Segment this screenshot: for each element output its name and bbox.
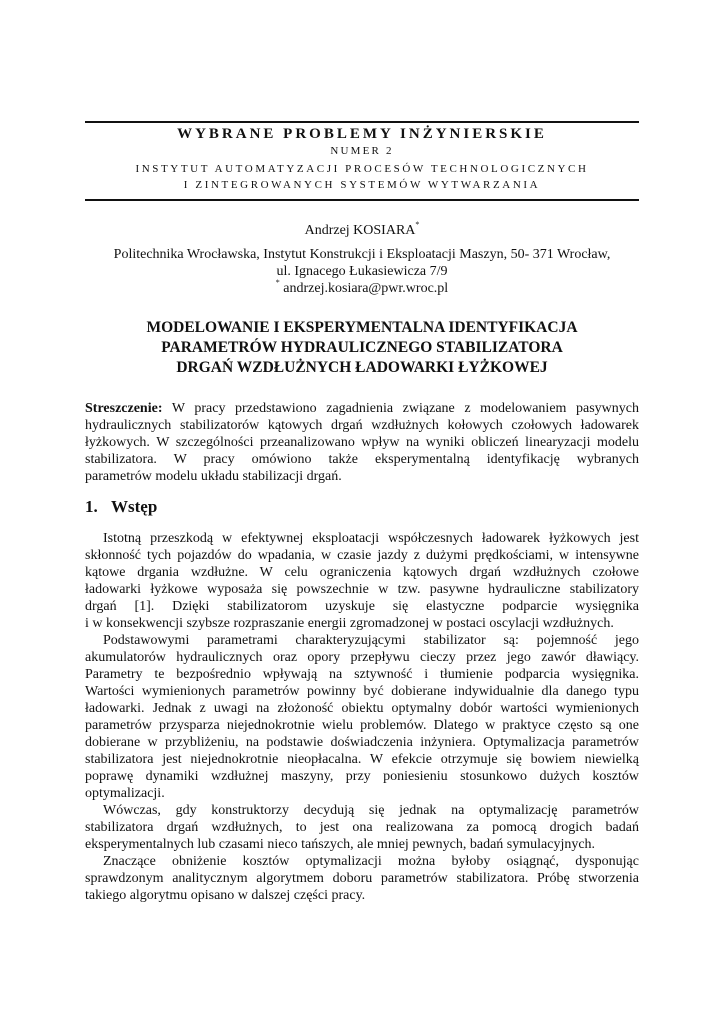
abstract-line: hydraulicznych stabilizatorów kątowych drgań wzdłużnych kołowych czołowych ładowarek	[85, 418, 639, 433]
body-line: i w konsekwencji szybsze rozpraszanie energii zgromadzonej w postaci oscylacji wzdłużnych.	[85, 616, 614, 631]
body-line: Wartości wymienionych parametrów powinny być dobierane indywidualnie dla danego typu	[85, 684, 639, 699]
body-line: takiego algorytmu opisano w dalszej części pracy.	[85, 888, 366, 903]
body-line: ładowarki łyżkowe wyposaża się powszechnie w tzw. pasywne hydrauliczne stabilizatory	[85, 582, 639, 597]
institute-line-2: I ZINTEGROWANYCH SYSTEMÓW WYTWARZANIA	[183, 179, 541, 191]
body-line: Podstawowymi parametrami charakteryzującymi stabilizator są: pojemność jego	[103, 633, 639, 648]
affiliation-line-2: ul. Ignacego Łukasiewicza 7/9	[276, 264, 448, 279]
paper-title-line-2: PARAMETRÓW HYDRAULICZNEGO STABILIZATORA	[161, 339, 563, 356]
author-name-text: Andrzej KOSIARA	[304, 223, 416, 238]
body-line: Parametry te bezpośrednio wpływają na sztywność i tłumienie podparcia wysięgnika.	[85, 667, 639, 682]
body-line: Wówczas, gdy konstruktorzy decydują się jednak na optymalizację parametrów	[103, 803, 639, 818]
abstract-line-1	[85, 401, 639, 417]
body-line: Znaczące obniżenie kosztów optymalizacji można byłoby osiągnąć, dysponując	[103, 854, 639, 869]
abstract-line: stabilizatora. W pracy omówiono także eksperymentalną identyfikację wybranych	[85, 452, 639, 467]
section-number: 1.	[85, 497, 98, 516]
paper-title-line-3: DRGAŃ WZDŁUŻNYCH ŁADOWARKI ŁYŻKOWEJ	[176, 359, 548, 376]
author-name	[85, 220, 639, 239]
body-line: Istotną przeszkodą w efektywnej eksploatacji współczesnych ładowarek łyżkowych jest	[103, 531, 639, 546]
body-line: eksperymentalnych lub czasami nieco tańszych, ale mniej pewnych, badań symulacyjnych.	[85, 837, 596, 852]
body-line: parametrów przysparza niejednokrotnie wielu problemów. Dlatego w praktyce często są one	[85, 718, 639, 733]
body-line: drgań [1]. Dzięki stabilizatorom uzyskuje się elastyczne podparcie wysięgnika	[85, 599, 639, 614]
email-mark: *	[275, 278, 280, 287]
body-line: optymalizacji.	[85, 786, 165, 801]
abstract-line: parametrów modelu układu stabilizacji drgań.	[85, 469, 342, 484]
body-line: ładowarki. Jednak z uwagi na złożoność obiektu optymalny dobór wartości wymienionych	[85, 701, 639, 716]
header-top-rule	[85, 121, 639, 123]
series-number: NUMER 2	[330, 145, 394, 157]
author-email-line	[85, 278, 639, 297]
body-line: sprawdzonym analitycznym algorytmem doboru parametrów stabilizatora. Próbę stworzenia	[85, 871, 639, 886]
abstract-first-line-text: W pracy przedstawiono zagadnienia związane z modelowaniem pasywnych	[171, 401, 639, 416]
author-mark: *	[415, 220, 420, 229]
paper-title-line-1: MODELOWANIE I EKSPERYMENTALNA IDENTYFIKACJA	[146, 319, 578, 336]
body-line: akumulatorów hydraulicznych oraz opory przepływu cieczy przez jego zawór dławiący.	[85, 650, 639, 665]
body-line: stabilizatora drgań wzdłużnych, to jest ona realizowana za pomocą drogich badań	[85, 820, 639, 835]
body-line: stabilizatora jest niejednokrotnie nieopłacalna. W efekcie otrzymuje się bowiem niewielką	[85, 752, 639, 767]
section-title: Wstęp	[111, 497, 158, 516]
series-title: WYBRANE PROBLEMY INŻYNIERSKIE	[177, 126, 547, 142]
institute-line-1: INSTYTUT AUTOMATYZACJI PROCESÓW TECHNOLOGICZNYCH	[135, 163, 589, 175]
abstract-label: Streszczenie:	[85, 401, 163, 416]
section-heading	[85, 497, 157, 517]
header-bottom-rule	[85, 199, 639, 201]
body-line: kątowe drgania wzdłużne. W celu ograniczenia kątowych drgań wzdłużnych czołowe	[85, 565, 639, 580]
affiliation-line-1: Politechnika Wrocławska, Instytut Konstrukcji i Eksploatacji Maszyn, 50- 371 Wrocław,	[113, 247, 611, 262]
abstract-line: łyżkowych. W szczególności przeanalizowano wpływ na wyniki obliczeń linearyzacji modelu	[85, 435, 639, 450]
body-line: skłonność tych pojazdów do wpadania, w czasie jazdy z dużymi prędkościami, w intensywne	[85, 548, 639, 563]
body-line: dobierane w przybliżeniu, na podstawie doświadczenia inżyniera. Optymalizacja parametrów	[85, 735, 639, 750]
body-line: poprawę dynamiki wzdłużnej maszyny, przy poniesieniu stosunkowo dużych kosztów	[85, 769, 639, 784]
author-email: andrzej.kosiara@pwr.wroc.pl	[283, 281, 449, 296]
